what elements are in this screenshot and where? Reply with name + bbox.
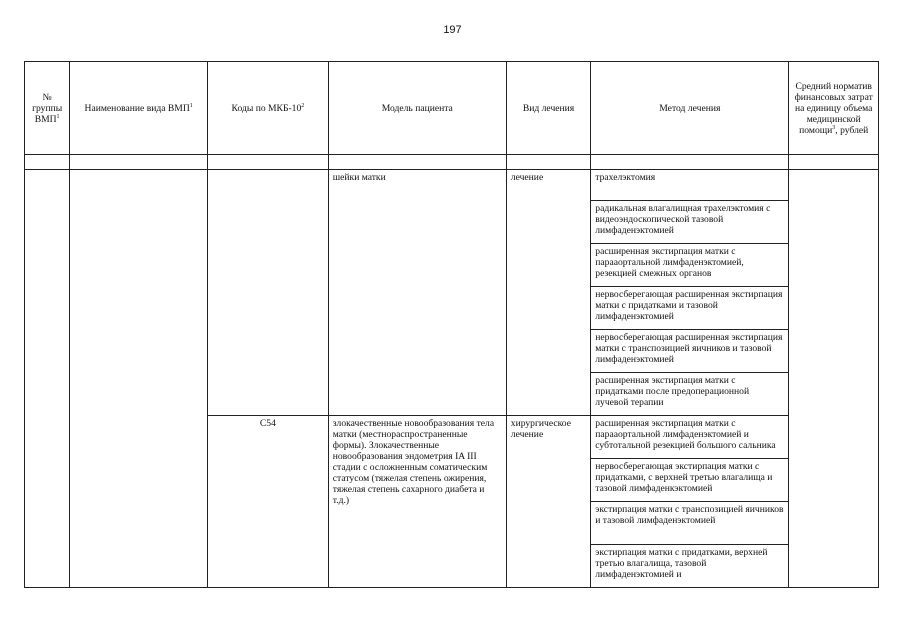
method-cell: нервосберегающая расширенная экстирпация матки с придатками и тазовой лимфаденэктомией <box>591 287 789 330</box>
treatment-type-cell: лечение <box>506 170 590 416</box>
header-icd-codes: Коды по МКБ-$10^2$ <box>208 62 329 155</box>
method-cell: трахелэктомия <box>591 170 789 201</box>
spacer-row <box>25 155 879 170</box>
icd-code-cell: C54 <box>208 416 329 588</box>
header-row <box>25 62 879 155</box>
method-cell: расширенная экстирпация матки с придатками после предоперационной лучевой терапии <box>591 373 789 416</box>
header-vmp-name: Наименование вида ВМП$^1$ <box>70 62 208 155</box>
method-cell: радикальная влагалищная трахелэктомия с видеоэндоскопической тазовой лимфаденэктомией <box>591 201 789 244</box>
header-group-number: № группы ВМП$^1$ <box>25 62 70 155</box>
icd-code-cell <box>208 170 329 416</box>
table-row <box>25 170 879 201</box>
group-number-cell <box>25 170 70 588</box>
method-cell: расширенная экстирпация матки с парааортальной лимфаденэктомией, резекцией смежных органов <box>591 244 789 287</box>
cost-norm-cell <box>789 170 879 588</box>
method-cell: нервосберегающая экстирпация матки с придатками, с верхней третью влагалища и тазовой лимфаденкэктомией <box>591 459 789 502</box>
page-number: 197 <box>443 24 462 36</box>
header-patient-model: Модель пациента <box>328 62 506 155</box>
header-treatment-method: Метод лечения <box>591 62 789 155</box>
header-cost-norm: Средний норматив финансовых затрат на единицу объема медицинской помощи$^3$, рублей <box>789 62 879 155</box>
method-cell: расширенная экстирпация матки с парааортальной лимфаденэктомией и субтотальной резекцией большого сальника <box>591 416 789 459</box>
method-cell: нервосберегающая расширенная экстирпация матки с транспозицией яичников и тазовой лимфаденэктомией <box>591 330 789 373</box>
patient-model-cell: злокачественные новообразования тела матки (местнораспространенные формы). Злокачественные новообразования эндометрия IA III стадии с осложненным соматическим статусом (тяжелая степень ожирения, тяжелая степень сахарного диабета и т.д.) <box>328 416 506 588</box>
header-treatment-type: Вид лечения <box>506 62 590 155</box>
treatment-type-cell: хирургическое лечение <box>506 416 590 588</box>
vmp-table <box>24 61 879 588</box>
method-cell: экстирпация матки с транспозицией яичников и тазовой лимфаденэктомией <box>591 502 789 545</box>
patient-model-cell: шейки матки <box>328 170 506 416</box>
vmp-name-cell <box>70 170 208 588</box>
method-cell: экстирпация матки с придатками, верхней третью влагалища, тазовой лимфаденэктомией и <box>591 545 789 588</box>
